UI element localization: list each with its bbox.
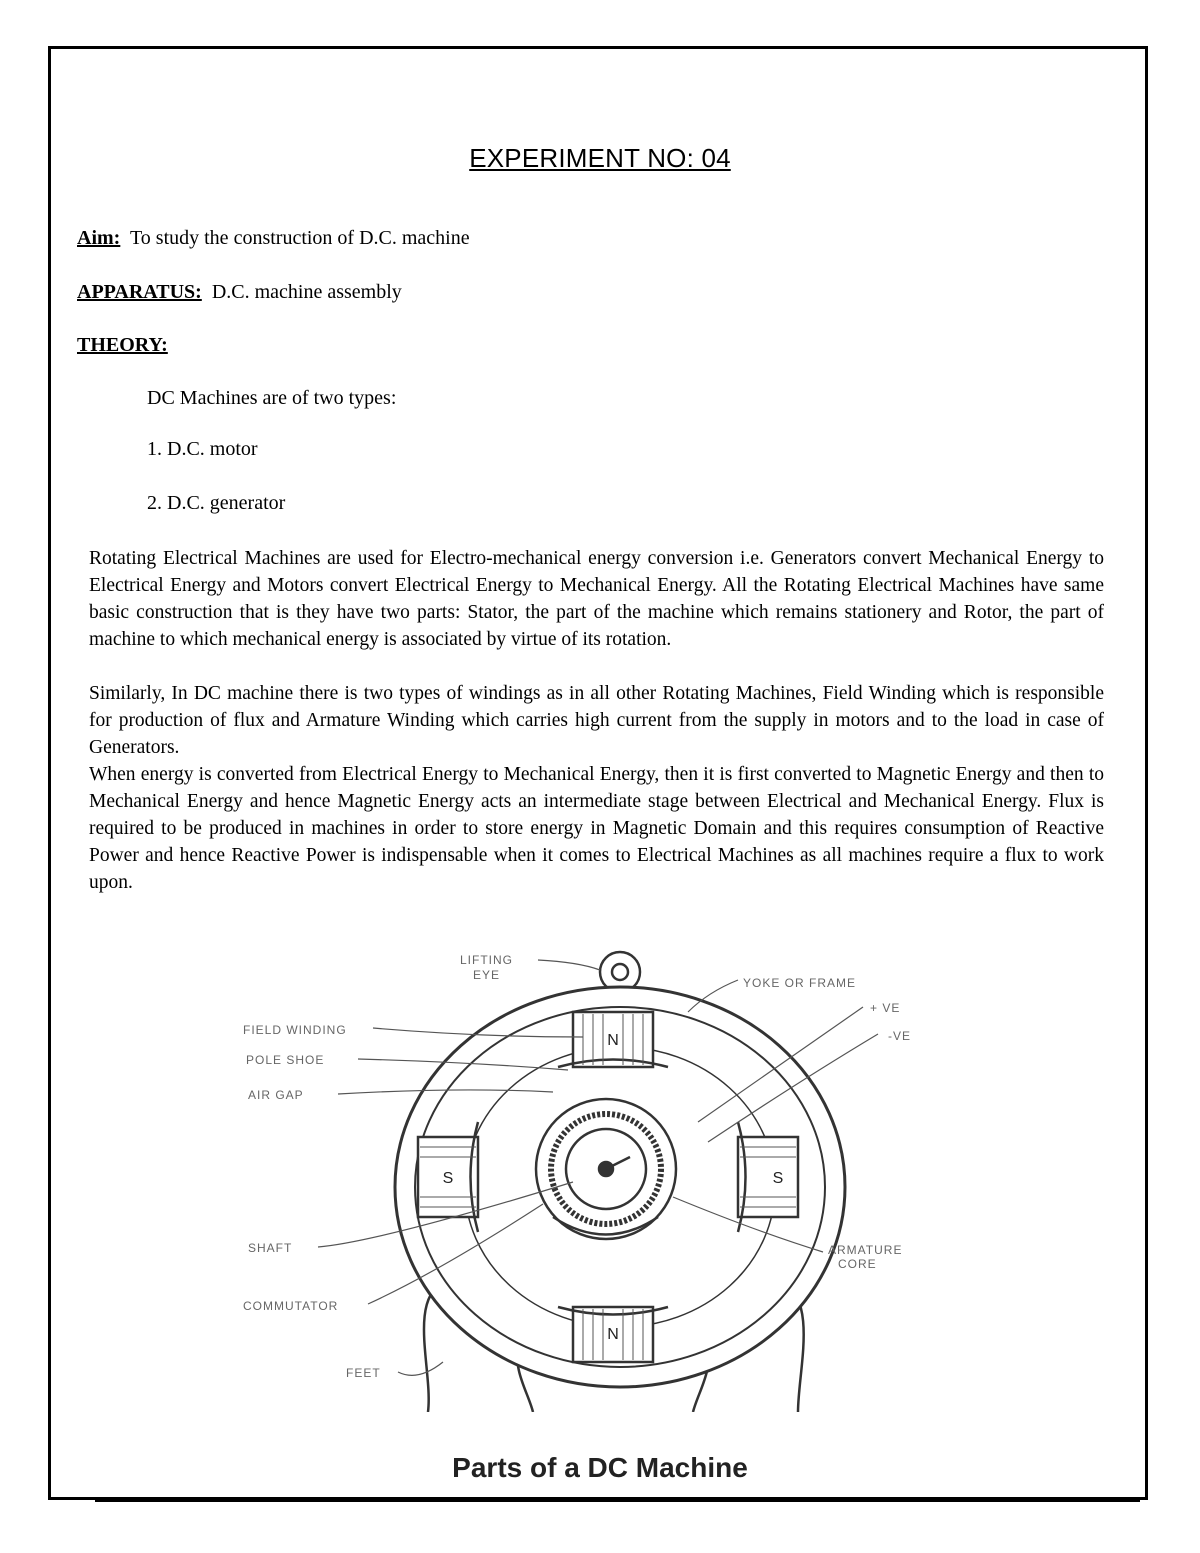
theory-heading [77, 334, 168, 357]
pole-top-letter: N [607, 1032, 619, 1049]
pole-left-letter: S [442, 1170, 454, 1187]
pole-right [738, 1137, 798, 1217]
bottom-rule [95, 1500, 1140, 1502]
pole-bottom-letter: N [607, 1326, 619, 1343]
figure-caption: Parts of a DC Machine [452, 1452, 748, 1483]
label-pole-shoe: POLE SHOE [246, 1053, 325, 1067]
apparatus-label: APPARATUS: [77, 281, 202, 303]
label-yoke: YOKE OR FRAME [743, 976, 857, 990]
label-minus-ve: -VE [888, 1029, 912, 1043]
label-shaft: SHAFT [248, 1241, 293, 1255]
theory-paragraph-3: When energy is converted from Electrical Energy to Mechanical Energy, then it is first converted to Magnetic Energy and then to Mechanical Energy and hence Magnetic Energy acts an intermediate stage between Electrical and Mechanical Energy. Flux is required to be produced in machines in order to store energy in Magnetic Domain and this requires consumption of Reactive Power and hence Reactive Power is indispensable when it comes to Electrical Machines as all machines require a flux to work upon. [89, 764, 1104, 893]
label-air-gap: AIR GAP [248, 1088, 304, 1102]
aim-text: To study the construction of D.C. machine [129, 227, 470, 249]
aim-line [77, 227, 470, 250]
label-lifting-eye-2: EYE [473, 968, 501, 982]
theory-paragraph-2: Similarly, In DC machine there is two types of windings as in all other Rotating Machines, Field Winding which is responsible for production of flux and Armature Winding which carries high current from the supply in motors and to the load in case of Generators. [89, 683, 1104, 758]
label-commutator: COMMUTATOR [243, 1299, 339, 1313]
label-lifting-eye-1: LIFTING [460, 953, 514, 967]
label-plus-ve: + VE [870, 1001, 901, 1015]
theory-intro: DC Machines are of two types: [147, 387, 397, 409]
type-item-motor: 1. D.C. motor [147, 438, 258, 460]
label-armature-core-2: CORE [838, 1257, 877, 1271]
theory-label: THEORY: [77, 334, 168, 356]
type-item-generator: 2. D.C. generator [147, 492, 286, 514]
label-armature-core-1: ARMATURE [828, 1243, 903, 1257]
label-field-winding: FIELD WINDING [243, 1023, 347, 1037]
aim-label: Aim: [77, 227, 121, 249]
theory-paragraph-1: Rotating Electrical Machines are used for Electro-mechanical energy conversion i.e. Generators convert Mechanical Energy to Electrical Energy and Motors convert Electrical Energy to Mechanical Energy. All the Rotating Electrical Machines have same basic construction that is they have two parts: Stator, the part of the machine which remains stationery and Rotor, the part of machine to which mechanical energy is associated by virtue of its rotation. [89, 548, 1104, 650]
apparatus-line [77, 281, 402, 304]
pole-right-letter: S [772, 1170, 784, 1187]
label-feet: FEET [346, 1366, 381, 1380]
page-title: EXPERIMENT NO: 04 [469, 143, 731, 173]
dc-machine-diagram [238, 942, 938, 1412]
apparatus-text: D.C. machine assembly [211, 281, 402, 303]
